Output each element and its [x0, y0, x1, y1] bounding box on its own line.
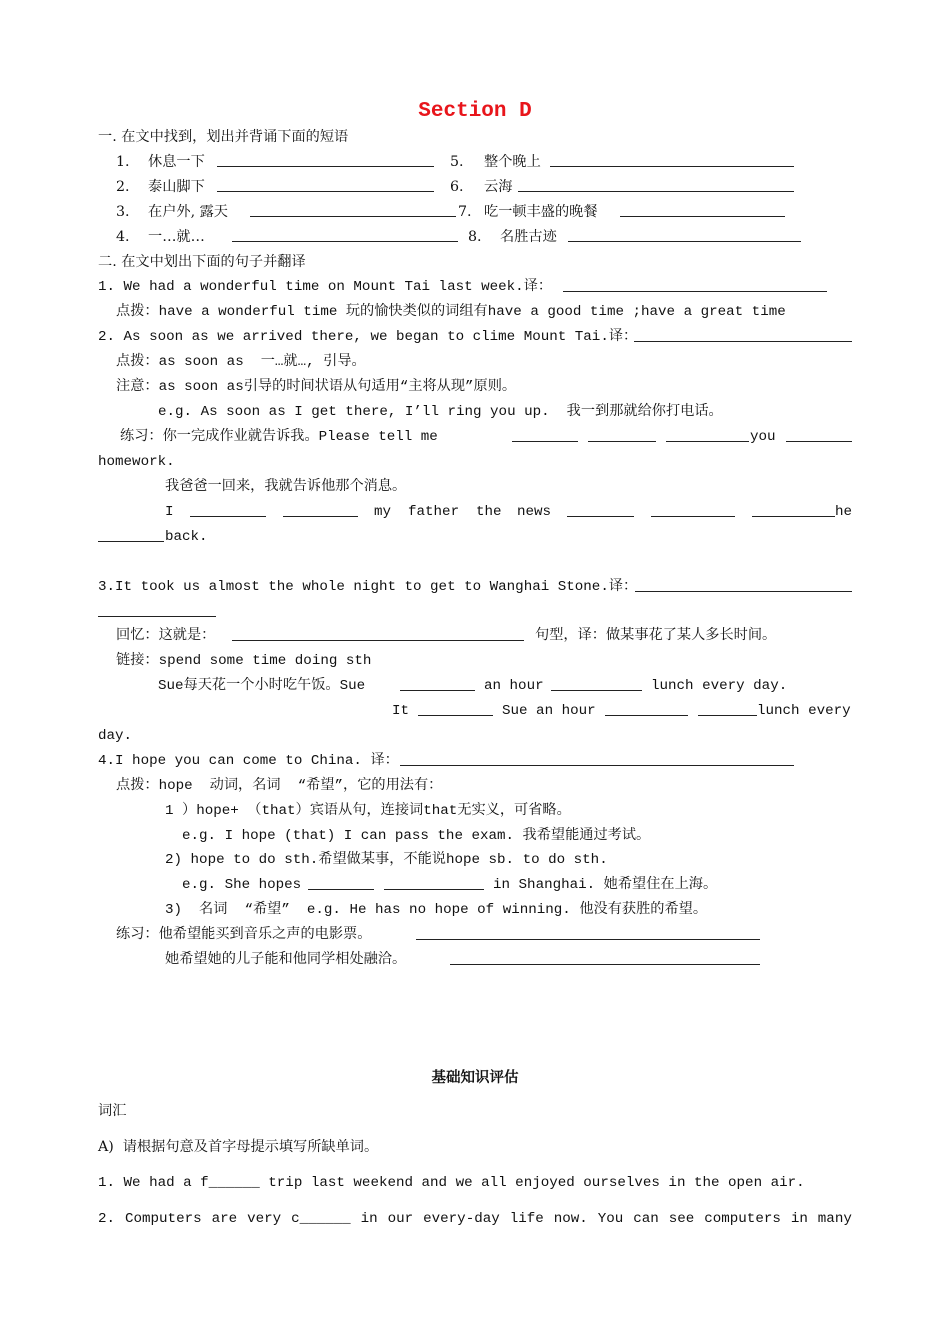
translation-blank[interactable] [400, 752, 794, 766]
answer-blank[interactable] [551, 677, 642, 691]
usage-1: 1 ）hope+ （that）宾语从句，连接词that无实义，可省略。 [165, 803, 571, 819]
phrase-text: 吃一顿丰盛的晚餐 [484, 204, 598, 220]
word: see [668, 1211, 695, 1227]
word: Computers [124, 1211, 202, 1227]
part2-heading: 二. 在文中划出下面的句子并翻译 [98, 254, 306, 270]
vocab-label: 词汇 [98, 1103, 127, 1119]
usage-2: 2) hope to do sth.希望做某事，不能说hope sb. to do sth. [165, 852, 608, 868]
answer-blank[interactable] [308, 876, 374, 890]
note-2: 注意：as soon as引导的时间状语从句适用“主将从现”原则。 [116, 379, 517, 395]
section-heading: 基础知识评估 [431, 1069, 519, 1086]
phrase-num: 6. [450, 179, 464, 195]
word: now. [553, 1211, 588, 1227]
exercise-word: Sue an hour [502, 703, 596, 719]
word: in [360, 1211, 378, 1227]
answer-blank[interactable] [400, 677, 475, 691]
exercise-word: father [408, 504, 460, 520]
answer-blank[interactable] [568, 228, 801, 242]
exercise-2a: 练习：你一完成作业就告诉我。Please tell me [120, 429, 438, 445]
answer-blank[interactable] [232, 627, 524, 641]
example-2: e.g. As soon as I get there, I’ll ring you up. 我一到那就给你打电话。 [158, 404, 723, 420]
answer-blank[interactable] [752, 503, 835, 517]
sentence-3: 3.It took us almost the whole night to get to Wanghai Stone.译： [98, 579, 638, 595]
phrase-text: 泰山脚下 [148, 179, 205, 195]
answer-blank[interactable] [666, 428, 749, 442]
part1-heading: 一. 在文中找到，划出并背诵下面的短语 [98, 129, 349, 145]
answer-blank[interactable] [217, 178, 434, 192]
word: very [247, 1211, 282, 1227]
answer-blank[interactable] [698, 702, 757, 716]
phrase-num: 5. [450, 154, 464, 170]
answer-blank[interactable] [605, 702, 688, 716]
exercise-word: news [517, 504, 552, 520]
answer-blank[interactable] [620, 203, 785, 217]
recall-3: 回忆：这就是： [116, 628, 216, 644]
phrase-num: 2. [116, 179, 130, 195]
exercise-word: lunch every day. [651, 678, 788, 694]
answer-blank[interactable] [651, 503, 735, 517]
sentence-1: 1. We had a wonderful time on Mount Tai last week.译： [98, 279, 553, 295]
phrase-text: 云海 [484, 179, 513, 195]
instruction: A) 请根据句意及首字母提示填写所缺单词。 [98, 1139, 379, 1155]
exercise-word: day. [98, 728, 133, 744]
recall-3-text: 句型，译：做某事花了某人多长时间。 [535, 628, 777, 644]
exercise-4a: 练习：他希望能买到音乐之声的电影票。 [116, 927, 372, 943]
question-1: 1. We had a f______ trip last weekend and we all enjoyed ourselves in the open air. [98, 1175, 805, 1191]
translation-blank[interactable] [416, 926, 760, 940]
answer-blank[interactable] [217, 153, 434, 167]
translation-blank[interactable] [98, 603, 216, 617]
translation-blank[interactable] [450, 951, 760, 965]
answer-blank[interactable] [384, 876, 484, 890]
word: 2. [98, 1211, 116, 1227]
word: can [633, 1211, 659, 1227]
phrase-num: 8. [468, 229, 482, 245]
question-2 [98, 1210, 852, 1228]
answer-blank[interactable] [550, 153, 794, 167]
phrase-text: 一…就… [148, 229, 205, 245]
phrase-text: 整个晚上 [484, 154, 541, 170]
word: every-day [423, 1211, 500, 1227]
translation-blank[interactable] [634, 328, 852, 342]
exercise-word: the [476, 504, 502, 520]
translation-blank[interactable] [563, 278, 827, 292]
usage-3: 3) 名词 “希望” e.g. He has no hope of winning. 他没有获胜的希望。 [165, 902, 708, 918]
exercise-word: back. [165, 529, 208, 545]
exercise-word: an hour [484, 678, 544, 694]
exercise-2b-chinese: 我爸爸一回来，我就告诉他那个消息。 [165, 479, 407, 495]
link-3: 链接：spend some time doing sth [116, 653, 372, 669]
word: c______ [291, 1211, 351, 1227]
tip-1: 点拨：have a wonderful time 玩的愉快类似的词组有have a good time ;have a great time [116, 304, 786, 320]
sentence-2: 2. As soon as we arrived there, we began to clime Mount Tai.译： [98, 329, 638, 345]
word: computers [704, 1211, 781, 1227]
usage-2-example-end: in Shanghai. 她希望住在上海。 [493, 877, 718, 893]
page-title: Section D [418, 100, 532, 123]
exercise-word: homework. [98, 454, 175, 470]
tip-2: 点拨：as soon as 一…就…, 引导。 [116, 354, 366, 370]
answer-blank[interactable] [512, 428, 578, 442]
translation-blank[interactable] [635, 578, 852, 592]
usage-1-example: e.g. I hope (that) I can pass the exam. 我希望能通过考试。 [182, 828, 651, 844]
answer-blank[interactable] [283, 503, 358, 517]
phrase-num: 7. [458, 204, 472, 220]
exercise-word: you [750, 429, 776, 445]
word: life [509, 1211, 544, 1227]
word: You [597, 1211, 624, 1227]
word: in [790, 1211, 808, 1227]
answer-blank[interactable] [518, 178, 794, 192]
exercise-word: lunch every [757, 703, 851, 719]
answer-blank[interactable] [190, 503, 266, 517]
phrase-num: 1. [116, 154, 130, 170]
phrase-text: 名胜古迹 [500, 229, 557, 245]
answer-blank[interactable] [567, 503, 634, 517]
word: are [211, 1211, 238, 1227]
exercise-word: I [165, 504, 174, 520]
phrase-text: 在户外, 露天 [148, 204, 228, 220]
word: many [817, 1211, 852, 1227]
answer-blank[interactable] [588, 428, 656, 442]
phrase-num: 4. [116, 229, 130, 245]
tip-4: 点拨：hope 动词，名词 “希望”，它的用法有： [116, 778, 443, 794]
answer-blank[interactable] [232, 228, 458, 242]
answer-blank[interactable] [250, 203, 456, 217]
usage-2-example: e.g. She hopes [182, 877, 302, 893]
word: our [387, 1211, 414, 1227]
phrase-num: 3. [116, 204, 130, 220]
sentence-4: 4.I hope you can come to China. 译： [98, 753, 399, 769]
answer-blank[interactable] [418, 702, 493, 716]
phrase-text: 休息一下 [148, 154, 205, 170]
exercise-3a: Sue每天花一个小时吃午饭。Sue [158, 678, 366, 694]
answer-blank[interactable] [98, 528, 164, 542]
exercise-word: he [835, 504, 853, 520]
exercise-4b: 她希望她的儿子能和他同学相处融洽。 [165, 952, 407, 968]
exercise-word: my [374, 504, 392, 520]
answer-blank[interactable] [786, 428, 852, 442]
exercise-word: It [392, 703, 410, 719]
